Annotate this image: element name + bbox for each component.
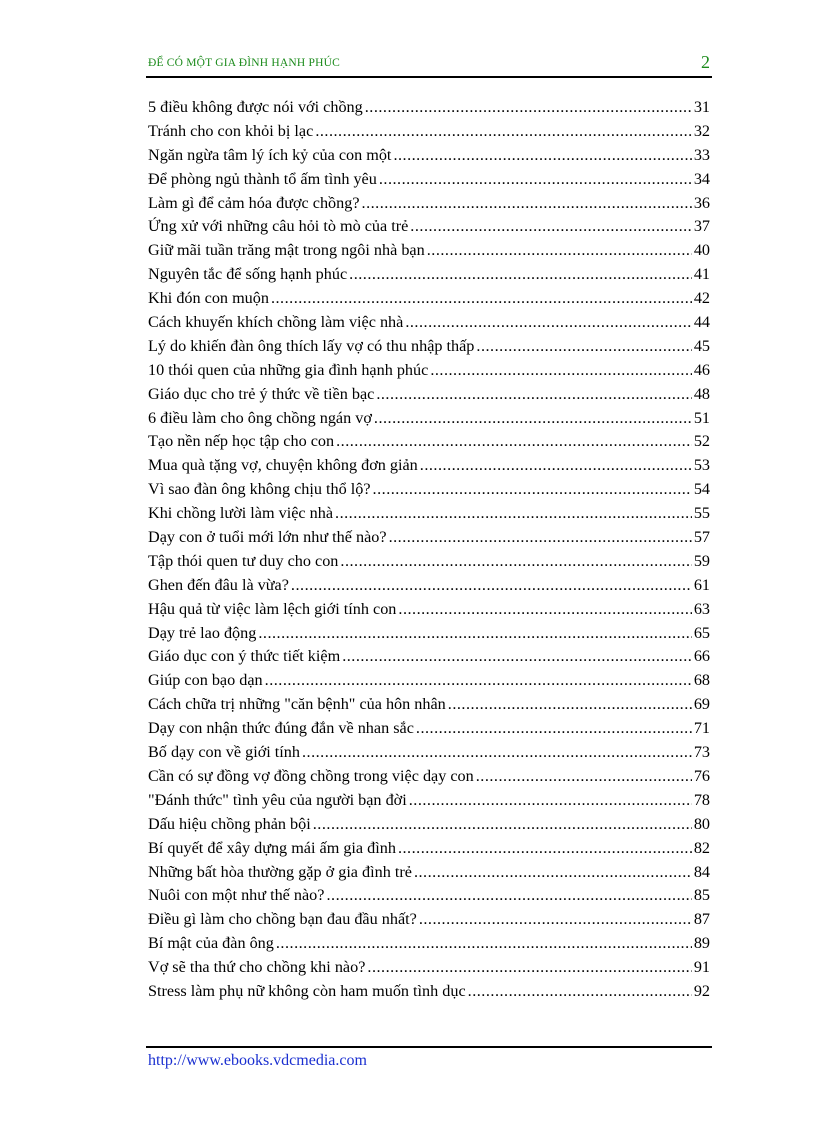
toc-entry[interactable] — [148, 669, 710, 693]
toc-entry[interactable] — [148, 598, 710, 622]
toc-entry[interactable] — [148, 335, 710, 359]
toc-entry-page: 37 — [693, 217, 710, 236]
toc-entry-title: Tạo nền nếp học tập cho con — [148, 432, 335, 451]
toc-entry-title: Làm gì để cảm hóa được chồng? — [148, 193, 360, 212]
toc-entry-page: 66 — [693, 647, 710, 666]
toc-entry-title: Mua quà tặng vợ, chuyện không đơn giản — [148, 456, 418, 475]
toc-entry-page: 91 — [693, 958, 710, 977]
toc-dot-leader — [365, 96, 692, 120]
toc-entry-page: 69 — [693, 695, 710, 714]
toc-entry-title: Giữ mãi tuần trăng mật trong ngôi nhà bạn — [148, 241, 425, 260]
toc-entry-page: 71 — [693, 719, 710, 738]
toc-entry-page: 65 — [693, 623, 710, 642]
toc-entry-title: Hậu quả từ việc làm lệch giới tính con — [148, 599, 397, 618]
toc-dot-leader — [373, 478, 692, 502]
toc-entry[interactable] — [148, 239, 710, 263]
toc-entry-title: Dạy trẻ lao động — [148, 623, 257, 642]
toc-entry[interactable] — [148, 263, 710, 287]
toc-entry-page: 34 — [693, 169, 710, 188]
toc-dot-leader — [430, 359, 692, 383]
toc-entry-title: Nuôi con một như thế nào? — [148, 886, 325, 905]
toc-entry-page: 85 — [693, 886, 710, 905]
toc-entry-page: 32 — [693, 121, 710, 140]
toc-dot-leader — [313, 813, 692, 837]
toc-entry[interactable] — [148, 215, 710, 239]
toc-entry[interactable] — [148, 96, 710, 120]
toc-dot-leader — [374, 407, 692, 431]
toc-entry-title: Dạy con nhận thức đúng đắn về nhan sắc — [148, 719, 414, 738]
toc-entry-page: 82 — [693, 838, 710, 857]
toc-entry-title: Lý do khiến đàn ông thích lấy vợ có thu nhập thấp — [148, 336, 475, 355]
toc-entry[interactable] — [148, 956, 710, 980]
toc-entry-title: Cách chữa trị những "căn bệnh" của hôn nhân — [148, 695, 446, 714]
toc-entry-page: 53 — [693, 456, 710, 475]
toc-dot-leader — [326, 884, 691, 908]
toc-entry[interactable] — [148, 120, 710, 144]
toc-dot-leader — [265, 669, 692, 693]
page-footer — [146, 1046, 712, 1069]
toc-entry[interactable] — [148, 478, 710, 502]
toc-entry-page: 41 — [693, 265, 710, 284]
toc-dot-leader — [409, 789, 692, 813]
toc-entry[interactable] — [148, 311, 710, 335]
toc-entry[interactable] — [148, 813, 710, 837]
toc-dot-leader — [276, 932, 692, 956]
toc-entry[interactable] — [148, 574, 710, 598]
toc-entry-title: Khi đón con muộn — [148, 289, 269, 308]
toc-entry[interactable] — [148, 383, 710, 407]
toc-entry-page: 42 — [693, 289, 710, 308]
toc-entry[interactable] — [148, 287, 710, 311]
toc-dot-leader — [398, 598, 691, 622]
toc-entry-page: 92 — [693, 981, 710, 1000]
toc-dot-leader — [379, 168, 692, 192]
toc-entry-page: 76 — [693, 766, 710, 785]
toc-entry-page: 46 — [693, 360, 710, 379]
toc-entry-title: Tập thói quen tư duy cho con — [148, 551, 339, 570]
toc-dot-leader — [342, 645, 692, 669]
toc-entry-title: Bí quyết để xây dựng mái ấm gia đình — [148, 838, 396, 857]
toc-dot-leader — [427, 239, 692, 263]
toc-entry[interactable] — [148, 454, 710, 478]
toc-entry-title: Stress làm phụ nữ không còn ham muốn tình dục — [148, 981, 466, 1000]
toc-dot-leader — [393, 144, 691, 168]
toc-entry-title: Ứng xử với những câu hỏi tò mò của trẻ — [148, 217, 409, 236]
page-number: 2 — [701, 52, 710, 72]
toc-entry[interactable] — [148, 622, 710, 646]
toc-dot-leader — [302, 741, 692, 765]
toc-entry-page: 48 — [693, 384, 710, 403]
toc-dot-leader — [349, 263, 692, 287]
toc-dot-leader — [315, 120, 692, 144]
toc-entry-page: 33 — [693, 145, 710, 164]
toc-entry-title: 10 thói quen của những gia đình hạnh phúc — [148, 360, 429, 379]
toc-entry-page: 51 — [693, 408, 710, 427]
toc-entry-page: 61 — [693, 575, 710, 594]
toc-entry-title: Bố dạy con về giới tính — [148, 743, 300, 762]
toc-entry-title: Vợ sẽ tha thứ cho chồng khi nào? — [148, 958, 366, 977]
toc-entry-title: Bí mật của đàn ông — [148, 934, 274, 953]
toc-dot-leader — [398, 837, 692, 861]
toc-entry-title: 5 điều không được nói với chồng — [148, 98, 363, 116]
toc-dot-leader — [336, 430, 692, 454]
toc-entry-title: Giáo dục con ý thức tiết kiệm — [148, 647, 341, 666]
toc-dot-leader — [476, 335, 691, 359]
toc-entry-title: Điều gì làm cho chồng bạn đau đầu nhất? — [148, 910, 417, 929]
toc-entry-page: 87 — [693, 910, 710, 929]
toc-entry-title: Khi chồng lười làm việc nhà — [148, 504, 334, 523]
toc-entry-title: "Đánh thức" tình yêu của người bạn đời — [148, 790, 407, 809]
toc-entry-page: 89 — [693, 934, 710, 953]
toc-dot-leader — [416, 717, 692, 741]
toc-entry-page: 73 — [693, 743, 710, 762]
toc-entry-page: 36 — [693, 193, 710, 212]
toc-entry-title: Tránh cho con khỏi bị lạc — [148, 121, 314, 140]
toc-entry-page: 57 — [693, 528, 710, 547]
toc-entry-title: Cách khuyến khích chồng làm việc nhà — [148, 313, 404, 332]
table-of-contents — [148, 96, 710, 1004]
toc-entry[interactable] — [148, 717, 710, 741]
toc-entry[interactable] — [148, 884, 710, 908]
toc-entry-page: 40 — [693, 241, 710, 260]
toc-entry-title: Giúp con bạo dạn — [148, 671, 263, 690]
toc-entry-title: Vì sao đàn ông không chịu thổ lộ? — [148, 480, 371, 499]
website-link[interactable]: http://www.ebooks.vdcmedia.com — [148, 1052, 367, 1069]
toc-entry-page: 31 — [693, 98, 710, 116]
toc-entry[interactable] — [148, 192, 710, 216]
toc-entry[interactable] — [148, 359, 710, 383]
toc-dot-leader — [468, 980, 692, 1004]
toc-dot-leader — [389, 526, 692, 550]
toc-entry-title: Dấu hiệu chồng phản bội — [148, 814, 311, 833]
page-header — [146, 52, 712, 78]
toc-entry-page: 44 — [693, 313, 710, 332]
header-title: ĐỂ CÓ MỘT GIA ĐÌNH HẠNH PHÚC — [148, 57, 340, 69]
toc-entry-title: Cần có sự đồng vợ đồng chồng trong việc dạy con — [148, 766, 474, 785]
toc-entry[interactable] — [148, 168, 710, 192]
toc-entry-page: 78 — [693, 790, 710, 809]
toc-entry-page: 84 — [693, 862, 710, 881]
toc-entry-title: Những bất hòa thường gặp ở gia đình trẻ — [148, 862, 412, 881]
toc-entry-title: Để phòng ngủ thành tổ ấm tình yêu — [148, 169, 377, 188]
toc-dot-leader — [419, 908, 692, 932]
toc-entry[interactable] — [148, 789, 710, 813]
toc-entry[interactable] — [148, 908, 710, 932]
toc-entry-page: 80 — [693, 814, 710, 833]
toc-dot-leader — [362, 192, 692, 216]
toc-dot-leader — [291, 574, 692, 598]
toc-entry-page: 59 — [693, 551, 710, 570]
toc-entry[interactable] — [148, 932, 710, 956]
toc-entry-title: Giáo dục cho trẻ ý thức về tiền bạc — [148, 384, 375, 403]
toc-dot-leader — [420, 454, 692, 478]
toc-entry[interactable] — [148, 861, 710, 885]
toc-dot-leader — [448, 693, 692, 717]
toc-entry[interactable] — [148, 430, 710, 454]
toc-entry-title: Ghen đến đâu là vừa? — [148, 575, 289, 594]
toc-entry-page: 45 — [693, 336, 710, 355]
toc-dot-leader — [410, 215, 692, 239]
toc-dot-leader — [340, 550, 691, 574]
toc-entry[interactable] — [148, 550, 710, 574]
toc-entry-page: 52 — [693, 432, 710, 451]
toc-entry[interactable] — [148, 741, 710, 765]
toc-dot-leader — [476, 765, 692, 789]
toc-dot-leader — [271, 287, 692, 311]
toc-entry[interactable] — [148, 765, 710, 789]
toc-entry[interactable] — [148, 980, 710, 1004]
toc-dot-leader — [414, 861, 692, 885]
toc-entry-page: 63 — [693, 599, 710, 618]
toc-dot-leader — [405, 311, 691, 335]
toc-entry[interactable] — [148, 144, 710, 168]
toc-entry[interactable] — [148, 502, 710, 526]
toc-entry[interactable] — [148, 526, 710, 550]
toc-dot-leader — [258, 622, 691, 646]
toc-entry[interactable] — [148, 693, 710, 717]
toc-entry-title: Dạy con ở tuổi mới lớn như thế nào? — [148, 528, 387, 547]
toc-entry[interactable] — [148, 407, 710, 431]
toc-dot-leader — [335, 502, 692, 526]
toc-entry-title: Ngăn ngừa tâm lý ích kỷ của con một — [148, 145, 392, 164]
toc-entry-title: Nguyên tắc để sống hạnh phúc — [148, 265, 348, 284]
toc-dot-leader — [367, 956, 691, 980]
toc-entry-title: 6 điều làm cho ông chồng ngán vợ — [148, 408, 372, 427]
toc-entry-page: 68 — [693, 671, 710, 690]
toc-entry-page: 55 — [693, 504, 710, 523]
toc-entry-page: 54 — [693, 480, 710, 499]
toc-dot-leader — [376, 383, 691, 407]
toc-entry[interactable] — [148, 837, 710, 861]
toc-entry[interactable] — [148, 645, 710, 669]
